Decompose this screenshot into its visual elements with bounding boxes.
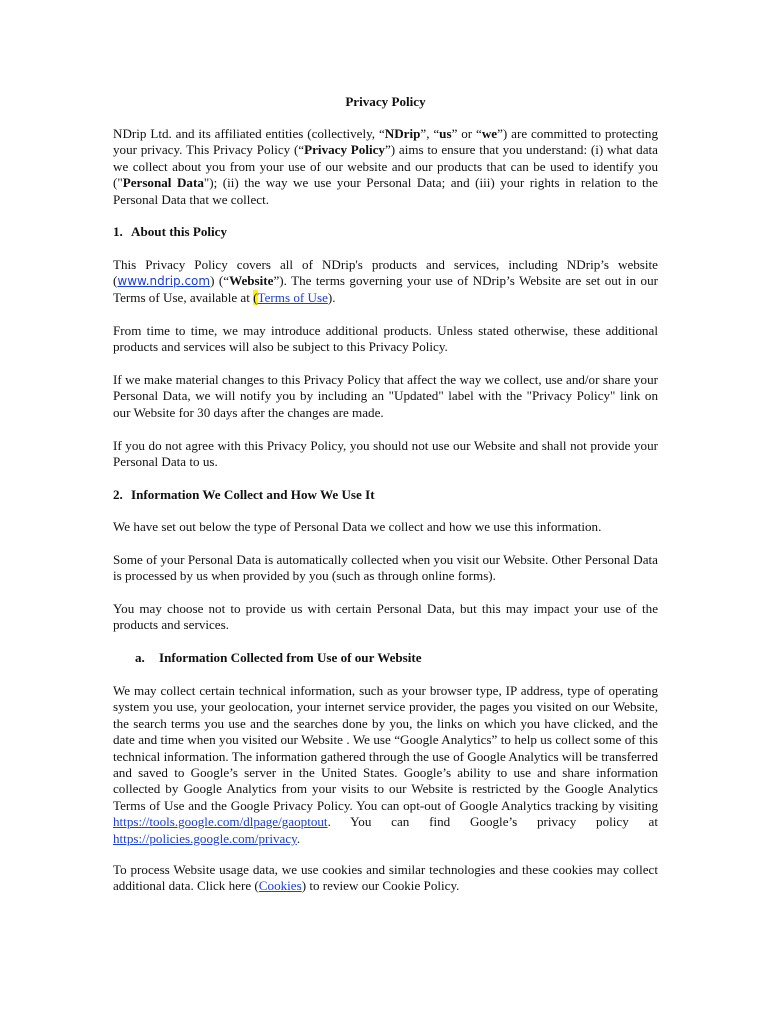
section-1-paragraph-2: From time to time, we may introduce additional products. Unless stated otherwise, these additional products and services will also be subject to this Privacy Policy.: [113, 323, 658, 355]
intro-term-privacy-policy: Privacy Policy: [304, 142, 385, 158]
paragraph-text: ).: [327, 289, 336, 305]
paragraph-text: ) (“: [210, 273, 230, 289]
subsection-a-paragraph-2: [113, 862, 658, 895]
paragraph-text: . You can find Google’s privacy policy at: [327, 814, 658, 830]
terms-of-use-link[interactable]: Terms of Use: [257, 289, 328, 305]
paragraph-text: To process Website usage data, we use cookies and similar technologies and these cookies may collect additional data. Click here (: [113, 862, 658, 894]
intro-text: ”, “: [420, 126, 440, 141]
intro-text: "); (ii) the way we use your Personal Data; and (iii) your rights in relation to the Personal Data that we collect.: [113, 175, 658, 207]
google-privacy-link[interactable]: https://policies.google.com/privacy: [113, 830, 297, 846]
subsection-marker: a.: [135, 650, 145, 665]
website-link[interactable]: www.ndrip.com: [117, 274, 211, 289]
section-1-heading: [113, 224, 227, 240]
subsection-a-heading: [135, 650, 422, 666]
intro-text: ”) aims to ensure that you understand: (i) what data we collect about you from your use of our website and our products that can be used to identify you (": [113, 142, 658, 191]
section-1-paragraph-4: If you do not agree with this Privacy Policy, you should not use our Website and shall not provide your Personal Data to us.: [113, 438, 658, 470]
section-2-paragraph-2: Some of your Personal Data is automatically collected when you visit our Website. Other Personal Data is processed by us when provided by you (such as through online forms).: [113, 552, 658, 584]
section-1-paragraph-1: [113, 257, 658, 306]
intro-text: ”) are committed to protecting your privacy. This Privacy Policy (“: [113, 126, 658, 158]
paragraph-text: ) to review our Cookie Policy.: [301, 878, 460, 894]
section-title: About this Policy: [131, 224, 228, 239]
highlight-mark: (: [253, 289, 258, 305]
section-2-paragraph-3: You may choose not to provide us with certain Personal Data, but this may impact your use of the products and services.: [113, 601, 658, 633]
paragraph-text: This Privacy Policy covers all of NDrip's products and services, including NDrip’s website (: [113, 257, 658, 289]
section-number: 1.: [113, 224, 123, 239]
paragraph-text: .: [296, 830, 301, 846]
intro-term-ndrip: NDrip: [384, 126, 421, 141]
intro-paragraph: [113, 126, 658, 208]
section-1-paragraph-3: If we make material changes to this Privacy Policy that affect the way we collect, use and/or share your Personal Data, we will notify you by including an "Updated" label with the "Privacy Policy" link on our Website for 30 days after the changes are made.: [113, 372, 658, 420]
page-title: Privacy Policy: [345, 94, 426, 109]
website-term: Website: [229, 273, 274, 289]
paragraph-text: We may collect certain technical information, such as your browser type, IP address, type of operating system you use, your geolocation, your internet service provider, the pages you visited on our Website, the search terms you use and the searches done by you, the links on which you have clicked, and the date and time when you visited our Website . We use “Google Analytics” to help us collect some of this technical information. The information gathered through the use of Google Analytics will be transferred and saved to Google’s server in the United States. Google’s ability to use and share information collected by Google Analytics from your visits to our Website is restricted by the Google Analytics Terms of Use and the Google Privacy Policy. You can opt-out of Google Analytics tracking by visiting: [113, 683, 658, 813]
subsection-a-paragraph-1: [113, 683, 658, 847]
intro-term-us: us: [439, 126, 452, 141]
section-2-heading: [113, 487, 375, 503]
intro-term-we: we: [481, 126, 498, 141]
subsection-title: Information Collected from Use of our Website: [159, 650, 422, 665]
section-number: 2.: [113, 487, 123, 502]
intro-text: ” or “: [451, 126, 482, 141]
intro-text: NDrip Ltd. and its affiliated entities (collectively, “: [113, 126, 385, 141]
intro-term-personal-data: Personal Data: [122, 175, 204, 191]
google-optout-link[interactable]: https://tools.google.com/dlpage/gaoptout: [113, 814, 328, 830]
paragraph-text: ”). The terms governing your use of NDrip’s Website are set out in our Terms of Use, available at: [113, 273, 658, 305]
section-title: Information We Collect and How We Use It: [131, 487, 375, 502]
section-2-paragraph-1: We have set out below the type of Personal Data we collect and how we use this information.: [113, 519, 602, 534]
cookies-link[interactable]: Cookies: [258, 878, 302, 894]
